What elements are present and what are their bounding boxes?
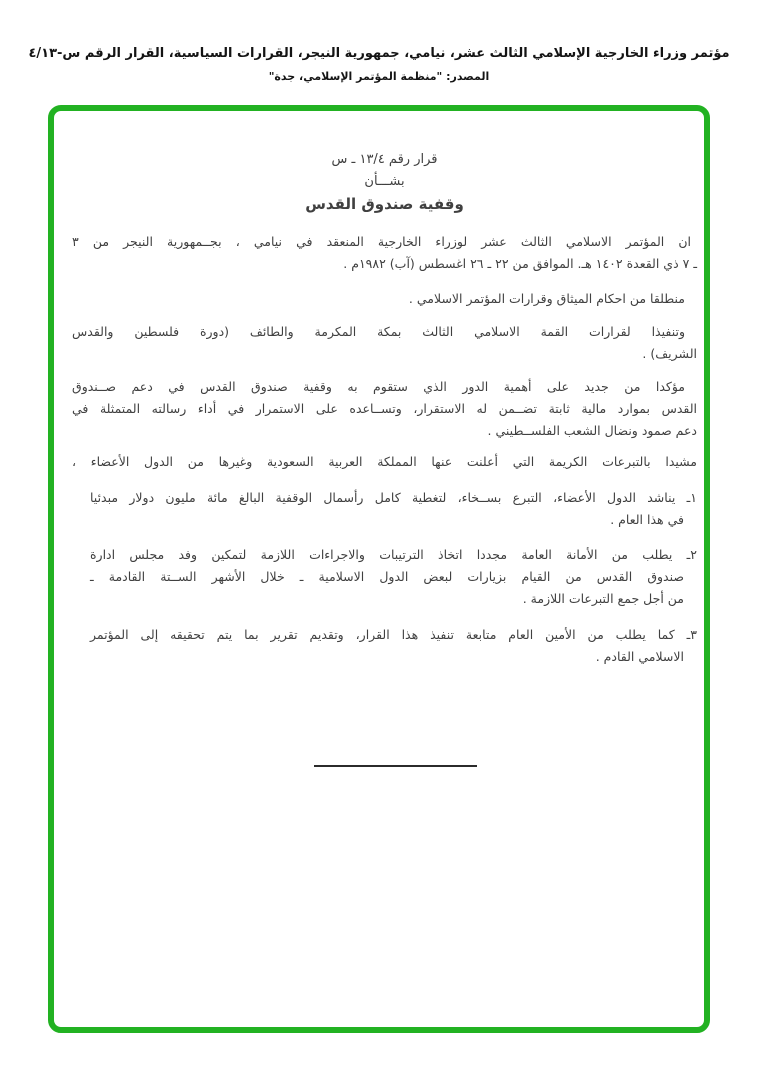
text-line: وتنفيذا لقرارات القمة الاسلامي الثالث بمكة المكرمة والطائف (دورة فلسطين والقدس: [72, 324, 685, 339]
paragraph-charter: [72, 288, 697, 310]
text-line: في هذا العام .: [610, 512, 684, 527]
paragraph-session-info: [72, 231, 697, 275]
resolution-number: قرار رقم ١٣/٤ ـ س: [331, 152, 438, 167]
end-divider: [314, 765, 477, 767]
text-line: دعم صمود ونضال الشعب الفلســطيني .: [487, 423, 697, 438]
text-line: القدس بموارد مالية ثابتة تضــمن له الاستقرار، وتســاعده على الاستمرار في أداء رسالته المتمثلة في: [72, 401, 697, 416]
text-line: ـ ٧ ذي القعدة ١٤٠٢ هـ. الموافق من ٢٢ ـ ٢٦ اغسطس (آب) ١٩٨٢م .: [343, 256, 697, 271]
text-line: مشيدا بالتبرعات الكريمة التي أعلنت عنها المملكة العربية السعودية وغيرها من الدول الأعضاء ،: [72, 454, 697, 469]
operative-item-2: [72, 544, 697, 610]
resolution-document: [54, 111, 704, 767]
text-line: مؤكدا من جديد على أهمية الدور الذي ستقوم به وقفية صندوق القدس في دعم صــندوق: [72, 379, 685, 394]
text-line: ٢ـ يطلب من الأمانة العامة مجددا اتخاذ الترتيبات والاجراءات اللازمة لتمكين وفد مجلس ادارة: [90, 547, 697, 562]
paragraph-waqf-importance: [72, 376, 697, 442]
paragraph-summit-implementation: [72, 321, 697, 365]
document-frame: [48, 105, 710, 1033]
text-line: الشريف) .: [642, 346, 697, 361]
operative-item-3: [72, 624, 697, 668]
text-line: ان المؤتمر الاسلامي الثالث عشر لوزراء الخارجية المنعقد في نيامي ، بجــمهورية النيجر من ٣: [72, 234, 691, 249]
text-line: صندوق القدس من القيام بزيارات لبعض الدول الاسلامية ـ خلال الأشهر الســتة القادمة ـ: [90, 569, 684, 584]
header-source: المصدر: "منظمة المؤتمر الإسلامي، جدة": [268, 70, 490, 83]
operative-item-1: [72, 487, 697, 531]
text-line: ١ـ يناشد الدول الأعضاء، التبرع بســخاء، لتغطية كامل رأسمال الوقفية البالغ مائة مليون دولار مبدئيا: [90, 490, 697, 505]
header-conference-title: مؤتمر وزراء الخارجية الإسلامي الثالث عشر، نيامي، جمهورية النيجر، القرارات السياسية، القرار الرقم س-٤/١٣: [28, 46, 730, 61]
paragraph-commending-donations: [72, 451, 697, 473]
text-line: الاسلامي القادم .: [595, 649, 684, 664]
resolution-subject: وقفية صندوق القدس: [305, 195, 464, 213]
text-line: منطلقا من احكام الميثاق وقرارات المؤتمر الاسلامي .: [408, 291, 685, 306]
document-header: [0, 0, 758, 84]
text-line: ٣ـ كما يطلب من الأمين العام متابعة تنفيذ هذا القرار، وتقديم تقرير بما يتم تحقيقه إلى المؤتمر: [90, 627, 697, 642]
resolution-regarding: بشـــأن: [364, 174, 405, 189]
text-line: من أجل جمع التبرعات اللازمة .: [522, 591, 684, 606]
resolution-title-block: [72, 149, 697, 215]
